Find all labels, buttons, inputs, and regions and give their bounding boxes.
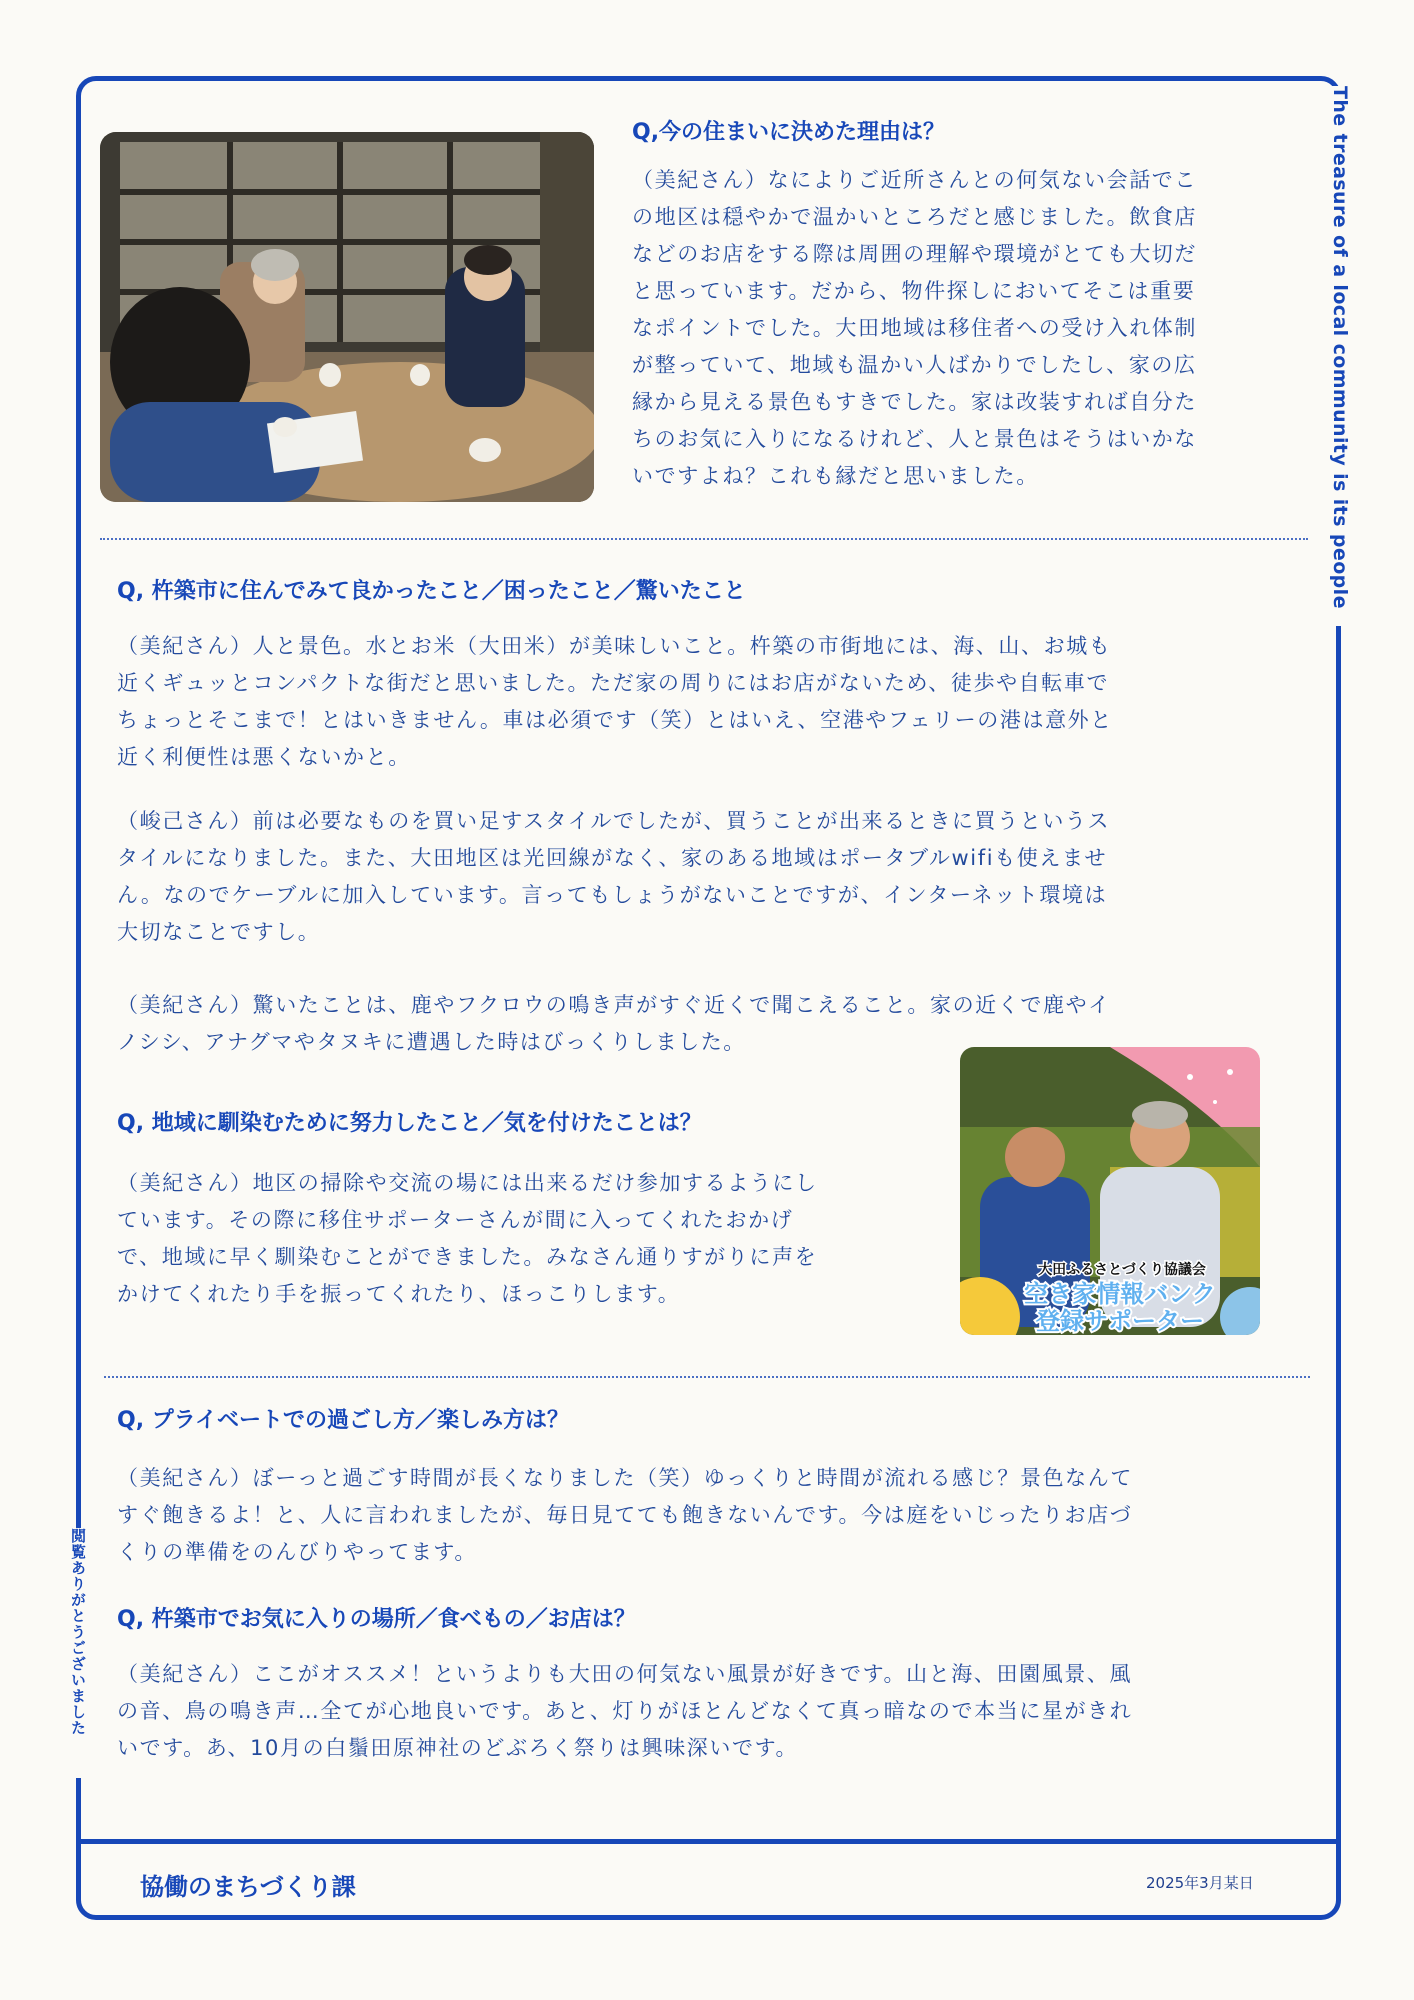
text-line: などのお店をする際は周囲の理解や環境がとても大切だ xyxy=(632,242,1197,266)
text-line: （美紀さん）地区の掃除や交流の場には出来るだけ参加するようにし xyxy=(117,1171,818,1195)
footer-divider xyxy=(76,1839,1341,1844)
q1-answer xyxy=(632,162,1292,495)
text-line: タイルになりました。また、大田地区は光回線がなく、家のある地域はポータブルwifiも使えませ xyxy=(117,846,1108,870)
footer-date: 2025年3月某日 xyxy=(1146,1874,1254,1892)
text-line: で、地域に早く馴染むことができました。みなさん通りすがりに声を xyxy=(117,1245,818,1269)
text-line: かけてくれたり手を振ってくれたり、ほっこりします。 xyxy=(117,1282,681,1306)
text-line: すぐ飽きるよ！と、人に言われましたが、毎日見てても飽きないんです。今は庭をいじったりお店づ xyxy=(117,1503,1133,1527)
text-line: いですよね？これも縁だと思いました。 xyxy=(632,464,1039,488)
photo2-line2: 登録サポーター xyxy=(1036,1307,1204,1335)
interview-photo xyxy=(100,132,594,502)
footer-department: 協働のまちづくり課 xyxy=(140,1873,356,1901)
q3-heading: Q, 地域に馴染むために努力したこと／気を付けたことは？ xyxy=(117,1111,702,1136)
section-divider xyxy=(104,1376,1310,1378)
text-line: 縁から見える景色もすきでした。家は改装すれば自分た xyxy=(632,390,1197,414)
text-line: なポイントでした。大田地域は移住者への受け入れ体制 xyxy=(632,316,1197,340)
photo2-org: 大田ふるさとづくり協議会 xyxy=(1038,1262,1206,1278)
text-line: （峻己さん）前は必要なものを買い足すスタイルでしたが、買うことが出来るときに買うというス xyxy=(117,809,1111,833)
q2-answer-2 xyxy=(117,803,1307,951)
q2-answer-1 xyxy=(117,628,1307,776)
text-line: の地区は穏やかで温かいところだと感じました。飲食店 xyxy=(632,205,1197,229)
photo2-line1: 空き家情報バンク xyxy=(1024,1280,1216,1308)
q4-answer xyxy=(117,1460,1307,1571)
text-line: が整っていて、地域も温かい人ばかりでしたし、家の広 xyxy=(632,353,1197,377)
q3-answer xyxy=(117,1165,937,1313)
text-line: ノシシ、アナグマやタヌキに遭遇した時はびっくりしました。 xyxy=(117,1030,746,1054)
q5-heading: Q, 杵築市でお気に入りの場所／食べもの／お店は？ xyxy=(117,1607,636,1632)
text-line: 近くギュッとコンパクトな街だと思いました。ただ家の周りにはお店がないため、徒歩や自転車で xyxy=(117,671,1110,695)
side-tagline: The treasure of a local community is its people xyxy=(1318,86,1362,626)
text-line: ちょっとそこまで！とはいきません。車は必須です（笑）とはいえ、空港やフェリーの港は意外と xyxy=(117,708,1113,732)
q4-heading: Q, プライベートでの過ごし方／楽しみ方は？ xyxy=(117,1408,570,1433)
text-line: （美紀さん）驚いたことは、鹿やフクロウの鳴き声がすぐ近くで聞こえること。家の近くで鹿やイ xyxy=(117,993,1111,1017)
text-line: ん。なのでケーブルに加入しています。言ってもしょうがないことですが、インターネット環境は xyxy=(117,883,1108,907)
q1-heading: Q,今の住まいに決めた理由は？ xyxy=(632,120,946,145)
q2-heading: Q, 杵築市に住んでみて良かったこと／困ったこと／驚いたこと xyxy=(117,579,746,604)
q5-answer xyxy=(117,1656,1307,1767)
text-line: （美紀さん）ぼーっと過ごす時間が長くなりました（笑）ゆっくりと時間が流れる感じ？景色なんて xyxy=(117,1466,1133,1490)
text-line: いです。あ、10月の白鬚田原神社のどぶろく祭りは興味深いです。 xyxy=(117,1736,799,1760)
supporters-photo xyxy=(960,1047,1260,1335)
text-line: ています。その際に移住サポーターさんが間に入ってくれたおかげ xyxy=(117,1208,794,1232)
text-line: 近く利便性は悪くないかと。 xyxy=(117,745,411,769)
text-line: （美紀さん）人と景色。水とお米（大田米）が美味しいこと。杵築の市街地には、海、山、お城も xyxy=(117,634,1112,658)
text-line: ちのお気に入りになるけれど、人と景色はそうはいかな xyxy=(632,427,1197,451)
text-line: （美紀さん）なによりご近所さんとの何気ない会話でこ xyxy=(632,168,1197,192)
text-line: と思っています。だから、物件探しにおいてそこは重要 xyxy=(632,279,1196,303)
text-line: 大切なことですし。 xyxy=(117,920,321,944)
side-thanks: 閲覧ありがとうございました xyxy=(56,1528,100,1778)
section-divider xyxy=(100,538,1308,540)
text-line: くりの準備をのんびりやってます。 xyxy=(117,1540,477,1564)
text-line: の音、鳥の鳴き声…全てが心地良いです。あと、灯りがほとんどなくて真っ暗なので本当に星がきれ xyxy=(117,1699,1133,1723)
text-line: （美紀さん）ここがオススメ！というよりも大田の何気ない風景が好きです。山と海、田園風景、風 xyxy=(117,1662,1133,1686)
